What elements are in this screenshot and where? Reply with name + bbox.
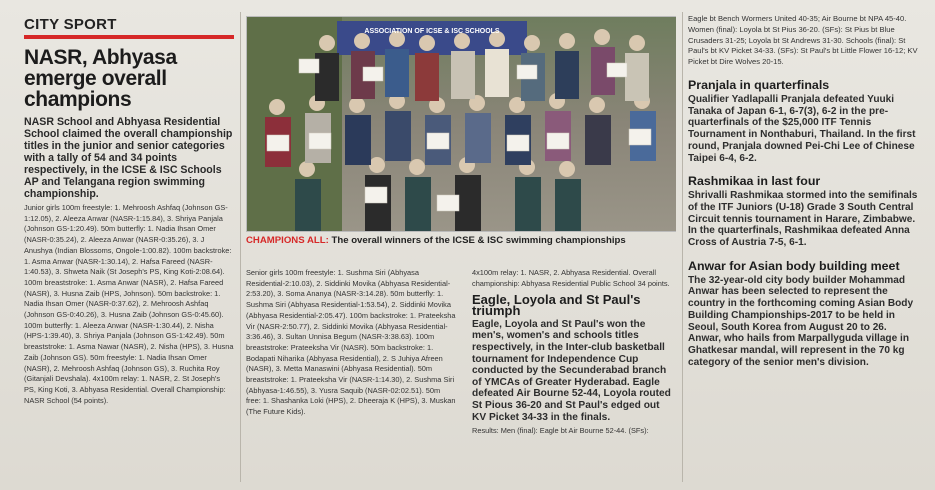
photo-caption	[246, 235, 676, 246]
pranjala-body: Qualifier Yadlapalli Pranjala defeated Yuuki Tanaka of Japan 6-1, 6-7(3), 6-2 in the pre-quarterfinals of the $25,000 ITF Tennis Tournament in Nonthaburi, Thailand. In the first round, Pranjala downed Pei-Chi Lee of Chinese Taipei 6-4, 6-2.	[688, 93, 916, 164]
middle-column	[246, 6, 676, 486]
caption-tag: CHAMPIONS ALL:	[246, 235, 329, 246]
relay-results: 4x100m relay: 1. NASR, 2. Abhyasa Residential. Overall championship: Abhyasa Residential Public School 34 points.	[472, 268, 670, 288]
anwar-body: The 32-year-old city body builder Mohammad Anwar has been selected to represent the country in the forthcoming coming Asian Body Building Championships-2017 to be held in Seoul, South Korea from August 20 to 26. Anwar, who hails from Marpallyguda village in Ghatkesar mandal, will represent in the 70 kg category of the senior men's division.	[688, 274, 914, 368]
column-divider	[240, 12, 241, 482]
junior-results: Junior girls 100m freestyle: 1. Mehroosh Ashfaq (Johnson GS-1:12.05), 2. Aleeza Anwar (NASR-1:15.84), 3. Shriya Panjala (Johnson GS-1:20.49). 50m butterfly: 1. Nadia Ihsan Omer (NASR-0:35.24), 2. Aleeza Anwar (NASR-0:35.26), 3. J Anushya (Indian Blossoms, Ongole-1:00.82). 100m backstroke: 1. Asma Anwar (NASR-1:30.14), 2. Hafsa Fareed (NASR-1:40.53), 3. Shweta Naik (St Joseph's PS, King Koti-2:08.64). 100m breaststroke: 1. Asma Anwar (NASR), 2. Hafsa Fareed (NASR), 3. Husna Zaib (HPS, Johnson). 50m backstroke: 1. Nadia Ihsan Omer (NASR-0:37.62), 2. Mehroosh Ashfaq (Johnson GS-0:40.26), 3. Husna Zaib (Johnson GS-0:45.60). 100m butterfly: 1. Aleeza Anwar (NASR-1:30.44), 2. Nisha (HPS-1:39.40), 3. Shriya Panjala (Johnson GS-1:42.49). 50m breaststroke: 1. Asma Nawar (NASR), 2. Nisha (HPS), 3. Husna Zaib (Johnson GS). 50m freestyle: 1. Nadia Ihsan Omer (NASR), 2. Mehroosh Ashfaq (Johnson GS), 3. Ruchita Roy (Gitanjali Devshala). 4x100m relay: 1. NASR, 2. St Joseph's PS, King Koti, 3. Abhyasa Residential. Overall Championship: NASR School (54 points).	[24, 203, 234, 405]
team-photo	[246, 16, 676, 232]
basketball-body: Eagle, Loyola and St Paul's won the men's, women's and schools titles respectively, in the Inter-club basketball tournament for Independence Cup conducted by the Secunderabad branch of YMCAs of Greater Hyderabad. Eagle defeated Air Bourne 52-44, Loyola routed St Pious 36-20 and St Paul's edged out KV Picket 34-33 in the finals.	[472, 318, 671, 423]
right-column	[688, 6, 920, 368]
column-divider	[682, 12, 683, 482]
caption-text: The overall winners of the ICSE & ISC swimming championships	[331, 235, 626, 246]
rashmikaa-body: Shrivalli Rashmikaa stormed into the semifinals of the ITF Juniors (U-18) Grade 3 South Central Circuit tennis tournament in Harare, Zimbabwe. In the quarterfinals, Rashmikaa defeated Anna Cross of Austria 7-5, 6-1.	[688, 190, 918, 249]
photo-banner-text: ASSOCIATION OF ICSE & ISC SCHOOLS	[364, 28, 500, 35]
basketball-results: Results: Men (final): Eagle bt Air Bourne 52-44. (SFs):	[472, 426, 649, 436]
basketball-results-continued: Eagle bt Bench Wormers United 40-35; Air Bourne bt NPA 45-40. Women (final): Loyola bt St Pius 36-20. (SFs): St Pius bt Blue Crusaders 31-25; Loyola bt St Andrews 31-30. Schools (final): St Paul's bt KV Picket 34-33. (SFs): St Paul's bt Little Flower 16-12; KV Picket bt Dire Wolves 20-15.	[688, 14, 918, 67]
anwar-headline: Anwar for Asian body building meet	[688, 258, 900, 273]
main-headline: NASR, Abhyasa emerge overall champions	[24, 46, 177, 111]
left-column	[24, 6, 234, 406]
senior-results-block	[246, 268, 456, 418]
basketball-block	[472, 268, 676, 437]
main-lead: NASR School and Abhyasa Residential School claimed the overall championship titles in the junior and senior categories with a tally of 54 and 34 points respectively, in the ICSE & ISC Schools AP and Telangana region swimming championship.	[24, 116, 233, 200]
rashmikaa-headline: Rashmikaa in last four	[688, 174, 821, 189]
section-label: CITY SPORT	[24, 16, 234, 39]
pranjala-headline: Pranjala in quarterfinals	[688, 77, 830, 92]
team-photo-illustration	[247, 17, 676, 231]
senior-results: Senior girls 100m freestyle: 1. Sushma Siri (Abhyasa Residential-2:10.03), 2. Siddinki Movika (Abhyasa Residential-2:53.20), 3. Soma Ananya (NASR-3:14.28). 50m butterfly: 1. Sushma Siri (Abhyasa Residential-1:53.54), 2. Siddinki Movika (Abhyasa Residential-2:05.47). 100m backstroke: 1. Prateeksha Vir (NASR-2:50.77), 2. Siddinki Movika (Abhyasa Residential-3:36.46), 3. Sultan Unnisa Begum (NASR-3:38.63). 100m breaststroke: Prateeksha Vir (NASR). 50m backstroke: 1. Bodapati Niharika (Abhyasa Residential), 2. S Juhiya Afreen (NASR), 3. Metta Manaswini (Abhyasa Residential). 50m breaststroke: 1. Prateeksha Vir (NASR-1:14.30), 2. Sushma Siri (Abhyasa-1:46.55), 3. Yusra Saquib (NASR-02:02.51). 50m free: 1. Shashanka Loki (HPS), 2. Dheeraja K (HPS), 3. Muskan (The Future Kids).	[246, 268, 456, 417]
basketball-headline: Eagle, Loyola and St Paul's triumph	[472, 292, 641, 319]
